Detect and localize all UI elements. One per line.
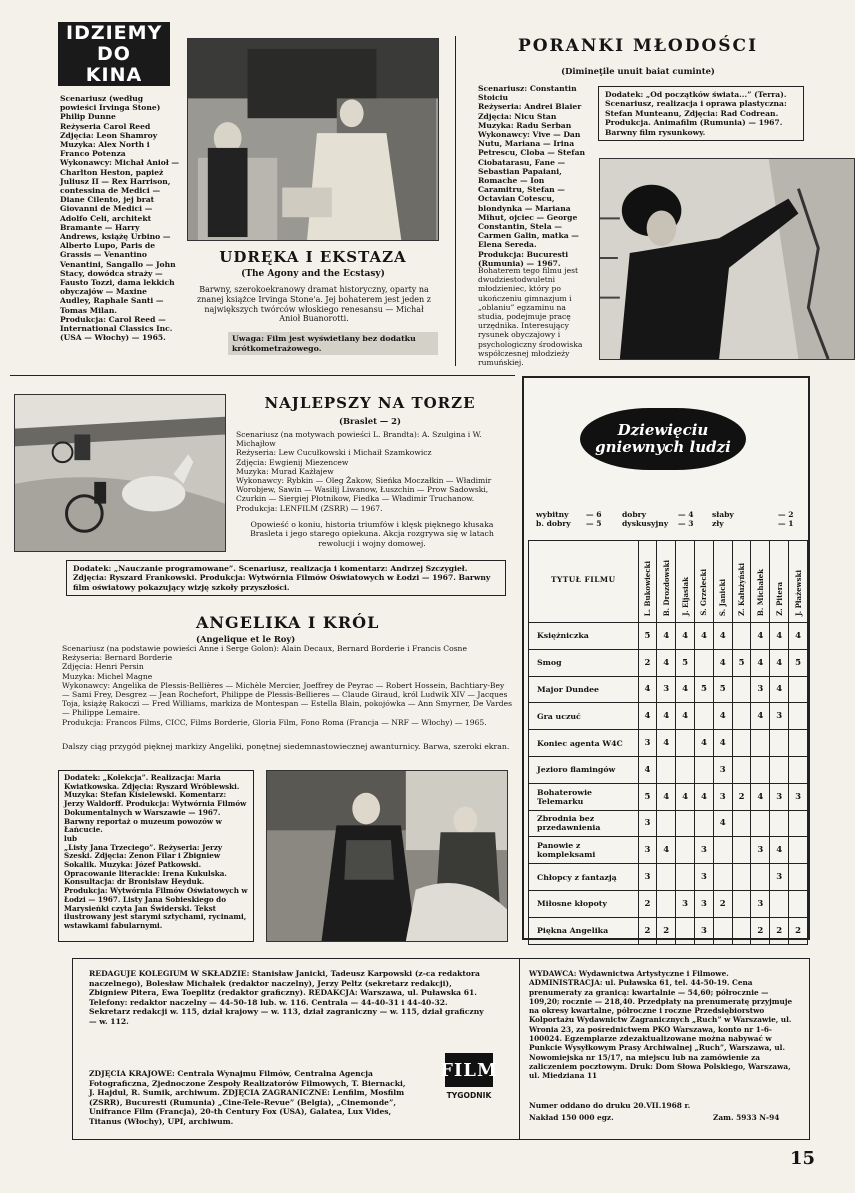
score-cell: [676, 864, 695, 891]
udreka-note: Uwaga: Film jest wyświetlany bez dodatku krótkometrażowego.: [228, 332, 438, 355]
poranki-credits: Scenariusz: Constantin Stoiciu Reżyseria: Andrei Blaier Zdjęcia: Nicu Stan Muzyka: Radu Serban Wykonawcy: Vive — Dan Nutu, Mariana — Irina Petrescu, Cloba — Stefan Ciobatarasu, Fane — Sebastian Papaiani, Romache — Ion Caramitru, Stefan — Octavian Cotescu, blondynka — Mariana Mihut, ojciec — George Constantin, Stela — Carmen Galin, matka — Elena Sereda. Produkcja: Bucuresti (Rumunia) — 1967.: [478, 84, 586, 268]
score-cell: 4: [657, 783, 676, 810]
score-cell: 3: [638, 837, 657, 864]
score-cell: 4: [676, 676, 695, 703]
poranki-subtitle: (Dimineţile unuit baiat cuminte): [561, 66, 715, 76]
score-cell: [732, 837, 751, 864]
table-row: [529, 623, 808, 650]
score-cell: [732, 730, 751, 757]
score-cell: 4: [713, 623, 732, 650]
score-cell: [657, 864, 676, 891]
film-logo: [440, 1053, 498, 1087]
udreka-description: Barwny, szerokoekranowy dramat historyczny, oparty na znanej książce Irvinga Stone'a. Jej bohaterem jest jeden z największych twórców włoskiego renesansu — Michał Anioł Buanorotti.: [197, 285, 431, 324]
ratings-header-row: [529, 541, 808, 623]
critic-header: [770, 541, 789, 623]
score-cell: 4: [638, 756, 657, 783]
score-cell: 5: [732, 649, 751, 676]
score-cell: 2: [638, 649, 657, 676]
angelika-addition: Dodatek: „Kolekcja”. Realizacja: Maria Kwiatkowska. Zdjęcia: Ryszard Wróblewski. Muzyka: Stefan Kisielewski. Komentarz: Jerzy Waldorff. Produkcja: Wytwórnia Filmów Dokumentalnych w Warszawie — 1967. Barwny reportaż o muzeum powozów w Łańcucie. lub „Listy Jana Trzeciego”. Reżyseria: Jerzy Szeski. Zdjęcia: Zenon Filar i Zbigniew Sokalik. Muzyka: Józef Patkowski. Opracowanie literackie: Irena Kukulska. Konsultacja: dr Bronisław Heyduk. Produkcja: Wytwórnia Filmów Oświatowych w Łodzi — 1967. Listy Jana Sobieskiego do Marysieńki czyta Jan Świderski. Tekst ilustrowany jest starymi sztychami, rycinami, wstawkami fabularnymi.: [58, 770, 254, 942]
score-cell: [713, 864, 732, 891]
film-title: Bohaterowie Telemarku: [529, 783, 639, 810]
film-title: Koniec agenta W4C: [529, 730, 639, 757]
ratings-logo-line1: Dziewięciu: [617, 421, 709, 439]
ratings-logo: [580, 408, 746, 470]
score-cell: 3: [751, 890, 770, 917]
film-title: Panowie z kompleksami: [529, 837, 639, 864]
table-row: [529, 864, 808, 891]
score-cell: 4: [770, 676, 789, 703]
score-cell: 4: [770, 837, 789, 864]
score-cell: 4: [751, 703, 770, 730]
score-cell: 4: [789, 623, 808, 650]
score-cell: 3: [657, 676, 676, 703]
footer-divider: [519, 959, 520, 1139]
udreka-photo: [187, 38, 439, 241]
najlepszy-addition: Dodatek: „Nauczanie programowane”. Scenariusz, realizacja i komentarz: Andrzej Szczygieł. Zdjęcia: Ryszard Frankowski. Produkcja: Wytwórnia Filmów Oświatowych w Łodzi — 1967. Barwny film oświatowy pokazujący wizję szkoły przyszłości.: [66, 560, 506, 596]
score-cell: [694, 649, 713, 676]
najlepszy-title: NAJLEPSZY NA TORZE: [264, 394, 476, 412]
score-cell: 3: [694, 864, 713, 891]
score-cell: 2: [638, 890, 657, 917]
score-cell: 3: [770, 864, 789, 891]
footer-wydawca: WYDAWCA: Wydawnictwa Artystyczne i Filmowe. ADMINISTRACJA: ul. Puławska 61, tel. 44-50-19. Cena prenumeraty za granicą: kwartalnie — 54,60; półrocznie — 109,20; rocznie — 218,40. Przedpłaty na prenumeratę przyjmuje na okresy kwartalne, półroczne i roczne Przedsiębiorstwo Kolportażu Wydawnictw Zagranicznych „Ruch” w Warszawie, ul. Wronia 23, za pośrednictwem PKO Warszawa, konto nr 1-6-100024. Egzemplarze zdezaktualizowane można nabywać w Punkcie Wysyłkowym Prasy Archiwalnej „Ruch”, Warszawa, ul. Nowomiejska nr 15/17, na miejscu lub na zamówienie za zaliczeniem pocztowym. Druk: Dom Słowa Polskiego, Warszawa, ul. Miedziana 11: [529, 969, 793, 1081]
score-cell: [732, 756, 751, 783]
score-cell: 2: [751, 917, 770, 944]
critic-name: S. Grzelecki: [699, 569, 709, 616]
critic-header: [694, 541, 713, 623]
critic-header: [713, 541, 732, 623]
section-divider: [10, 375, 515, 376]
critic-header: [676, 541, 695, 623]
page-number: 15: [790, 1148, 816, 1169]
critic-name: B. Drozdowski: [661, 559, 671, 616]
film-title: Major Dundee: [529, 676, 639, 703]
score-cell: [713, 837, 732, 864]
score-cell: 4: [676, 703, 695, 730]
score-cell: [713, 917, 732, 944]
score-cell: 5: [694, 676, 713, 703]
udreka-title: UDRĘKA I EKSTAZA: [219, 248, 407, 266]
score-cell: 3: [770, 783, 789, 810]
najlepszy-description: Opowieść o koniu, historia triumfów i klęsk pięknego kłusaka Brasleta i jego starego opiekuna. Akcja rozgrywa się w latach rewolucji i wojny domowej.: [250, 520, 494, 548]
score-cell: 4: [713, 730, 732, 757]
critic-name: J. Płażewski: [793, 569, 803, 616]
angelika-title: ANGELIKA I KRÓL: [196, 613, 380, 632]
footer-zam: Zam. 5933 N-94: [713, 1113, 780, 1122]
score-cell: 4: [770, 649, 789, 676]
score-cell: 4: [751, 649, 770, 676]
footer-zdjecia: ZDJĘCIA KRAJOWE: Centrala Wynajmu Filmów, Centralna Agencja Fotograficzna, Zjednoczone Zespoły Realizatorów Filmowych, T. Biernacki, J. Hajdul, R. Sumik, archiwum. ZDJĘCIA ZAGRANICZNE: Lenfilm, Mosfilm (ZSRR), Bucuresti (Rumunia) „Cine-Tele-Revue” (Belgia), „Cinemonde”, Unifrance Film (Francja), 20-th Century Fox (USA), Galatea, Lux Vides, Titanus (Włochy), UPI, archiwum.: [89, 1069, 406, 1126]
najlepszy-subtitle: (Braslet — 2): [339, 416, 401, 426]
film-title: Chłopcy z fantazją: [529, 864, 639, 891]
score-cell: [676, 730, 695, 757]
poranki-photo: [599, 158, 855, 360]
score-cell: [789, 837, 808, 864]
critic-name: S. Janicki: [718, 578, 728, 616]
col-title-header: TYTUŁ FILMU: [529, 541, 639, 623]
angelika-credits: Scenariusz (na podstawie powieści Anne i Serge Golon): Alain Decaux, Bernard Borderie i Francis Cosne Reżyseria: Bernard Borderie Zdjęcia: Henri Persin Muzyka: Michel Magne Wykonawcy: Angelika de Plessis-Bellières — Michèle Mercier, Joeffrey de Peyrac — Robert Hossein, Bachtiary-Bey — Sami Frey, Desgrez — Jean Rochefort, Philippe de Plessis-Bellieres — Claude Giraud, król Ludwik XIV — Jacques Toja, książę Rakoczi — Fred Williams, markiza de Montespan — Estella Blain, pokojówka — Ann Smyrner, De Vardes — Philippe Lemaire. Produkcja: Francos Films, CICC, Films Borderie, Gloria Film, Fono Roma (Francja — NRF — Włochy) — 1965.: [62, 644, 513, 727]
score-cell: 5: [638, 783, 657, 810]
section-logo: [58, 22, 170, 86]
score-cell: [657, 810, 676, 837]
legend-row: wybitny — 6 dobry — 4 słaby — 2: [536, 510, 794, 519]
score-cell: 4: [751, 783, 770, 810]
najlepszy-photo: [14, 394, 226, 552]
score-cell: 4: [713, 703, 732, 730]
score-cell: 3: [713, 756, 732, 783]
score-cell: 3: [694, 917, 713, 944]
udreka-credits: Scenariusz (według powieści Irvinga Stone) Philip Dunne Reżyseria Carol Reed Zdjęcia: Leon Shamroy Muzyka: Alex North i Franco Potenza Wykonawcy: Michał Anioł — Charlton Heston, papież Juliusz II — Rex Harrison, contessina de Medici — Diane Cilento, jej brat Giovanni de Medici — Adolfo Celi, architekt Bramante — Harry Andrews, książę Urbino — Alberto Lupo, Paris de Grassis — Venantino Venantini, Sangallo — John Stacy, dowódca straży — Fausto Tozzi, dama lekkich obyczajów — Maxine Audley, Raphale Santi — Tomas Milan. Produkcja: Carol Reed — International Classics Inc. (USA — Włochy) — 1965.: [60, 94, 180, 343]
score-cell: 4: [638, 676, 657, 703]
table-row: [529, 730, 808, 757]
ratings-legend: [536, 510, 806, 529]
ratings-panel: [522, 376, 810, 940]
footer-redakcja: REDAGUJE KOLEGIUM W SKŁADZIE: Stanisław Janicki, Tadeusz Karpowski (z-ca redaktora naczelnego), Bolesław Michałek (redaktor naczelny), Jerzy Peltz (sekretarz redakcji), Zbigniew Pitera, Ewa Toeplitz (redaktor graficzny). REDAKCJA: Warszawa, ul. Puławska 61. Telefony: redaktor naczelny — 44-50-18 lub. w. 116. Centrala — 44-40-31 i 44-40-32. Sekretarz redakcji w. 115, dział krajowy — w. 113, dział zagraniczny — w. 115, dział graficzny — w. 112.: [89, 969, 484, 1026]
film-logo-text: FILM: [440, 1059, 498, 1081]
score-cell: [789, 730, 808, 757]
critic-name: L. Bukowiecki: [642, 560, 652, 616]
logo-text: IDZIEMY DO KINA: [66, 21, 163, 86]
score-cell: [770, 810, 789, 837]
score-cell: 3: [751, 837, 770, 864]
score-cell: [751, 810, 770, 837]
score-cell: [694, 703, 713, 730]
table-row: [529, 649, 808, 676]
score-cell: [789, 890, 808, 917]
score-cell: 4: [694, 623, 713, 650]
score-cell: [789, 756, 808, 783]
angelika-photo: [266, 770, 508, 942]
score-cell: [751, 730, 770, 757]
score-cell: 3: [676, 890, 695, 917]
table-row: [529, 783, 808, 810]
angelika-description: Dalszy ciąg przygód pięknej markizy Angeliki, ponętnej siedemnastowiecznej awanturnicy. Barwa, szeroki ekran.: [62, 742, 510, 751]
udreka-subtitle: (The Agony and the Ecstasy): [241, 269, 385, 279]
critic-header: [732, 541, 751, 623]
score-cell: 3: [789, 783, 808, 810]
footer-naklad: Nakład 150 000 egz.: [529, 1113, 614, 1122]
critic-header: [751, 541, 770, 623]
ratings-logo-line2: gniewnych ludzi: [595, 438, 731, 456]
score-cell: 3: [638, 730, 657, 757]
critic-name: Z. Kałużyński: [737, 563, 747, 616]
legend-row: b. dobry — 5 dyskusyjny — 3 zły — 1: [536, 519, 794, 529]
score-cell: 3: [638, 864, 657, 891]
angelika-subtitle: (Angelique et le Roy): [196, 634, 296, 644]
score-cell: 3: [770, 703, 789, 730]
score-cell: 5: [638, 623, 657, 650]
film-title: Gra uczuć: [529, 703, 639, 730]
score-cell: [657, 890, 676, 917]
critic-name: B. Michałek: [755, 568, 765, 616]
critic-header: [657, 541, 676, 623]
score-cell: 4: [694, 730, 713, 757]
score-cell: [770, 756, 789, 783]
score-cell: [732, 703, 751, 730]
score-cell: 2: [713, 890, 732, 917]
score-cell: 4: [770, 623, 789, 650]
film-title: Księżniczka: [529, 623, 639, 650]
score-cell: 4: [676, 783, 695, 810]
poranki-description: Bohaterem tego filmu jest dwudziestodwuletni młodzieniec, który po ukończeniu gimnazjum i „oblaniu” egzaminu na studia, podejmuje pracę urzędnika. Interesujący rysunek obyczajowy i psychologiczny środowiska współczesnej młodzieży rumuńskiej.: [478, 266, 583, 368]
critic-header: [638, 541, 657, 623]
score-cell: 3: [694, 837, 713, 864]
score-cell: 2: [638, 917, 657, 944]
footer-numer: Numer oddano do druku 20.VII.1968 r.: [529, 1101, 691, 1110]
score-cell: [770, 730, 789, 757]
score-cell: 2: [732, 783, 751, 810]
score-cell: [694, 810, 713, 837]
score-cell: [676, 917, 695, 944]
score-cell: 4: [713, 649, 732, 676]
film-title: Piękna Angelika: [529, 917, 639, 944]
table-row: [529, 917, 808, 944]
table-row: [529, 890, 808, 917]
table-row: [529, 810, 808, 837]
table-row: [529, 837, 808, 864]
score-cell: 4: [657, 623, 676, 650]
score-cell: [676, 837, 695, 864]
critic-name: Z. Pitera: [774, 582, 784, 616]
score-cell: 3: [713, 783, 732, 810]
critic-name: J. Eljasiak: [680, 577, 690, 616]
score-cell: [732, 623, 751, 650]
score-cell: 2: [789, 917, 808, 944]
score-cell: [676, 756, 695, 783]
najlepszy-credits: Scenariusz (na motywach powieści L. Brandta): A. Szulgina i W. Michajłow Reżyseria: Lew Cucułkowski i Michaił Szamkowicz Zdjęcia: Ewgienij Miezencew Muzyka: Murad Każłajew Wykonawcy: Rybkin — Oleg Żakow, Sieńka Moczałkin — Władimir Worobjew, Sawin — Wasilij Liwanow, Łuszchin — Prow Sadowski, Czurkin — Siergiej Płotnikow, Fiedka — Władimir Truchanow. Produkcja: LENFILM (ZSRR) — 1967.: [236, 430, 492, 513]
score-cell: [657, 756, 676, 783]
score-cell: [676, 810, 695, 837]
score-cell: [751, 864, 770, 891]
score-cell: [732, 864, 751, 891]
table-row: [529, 676, 808, 703]
score-cell: [694, 756, 713, 783]
score-cell: 4: [694, 783, 713, 810]
score-cell: 3: [638, 810, 657, 837]
score-cell: 4: [713, 810, 732, 837]
ratings-table: [528, 540, 808, 945]
poranki-addition: Dodatek: „Od początków świata...” (Terra). Scenariusz, realizacja i oprawa plastyczna: Stefan Munteanu, Zdjęcia: Rad Codrean. Produkcja. Animafilm (Rumunia) — 1967. Barwny film rysunkowy.: [598, 86, 804, 141]
column-divider: [455, 36, 456, 366]
score-cell: 4: [657, 837, 676, 864]
score-cell: 3: [694, 890, 713, 917]
film-title: Zbrodnia bez przedawnienia: [529, 810, 639, 837]
score-cell: 4: [657, 730, 676, 757]
footer: [72, 958, 810, 1140]
score-cell: [770, 890, 789, 917]
score-cell: 4: [657, 703, 676, 730]
score-cell: 5: [789, 649, 808, 676]
score-cell: 3: [751, 676, 770, 703]
film-logo-sub: TYGODNIK: [446, 1091, 492, 1100]
film-title: Miłosne kłopoty: [529, 890, 639, 917]
score-cell: [732, 917, 751, 944]
poranki-title: PORANKI MŁODOŚCI: [517, 36, 759, 56]
score-cell: 4: [751, 623, 770, 650]
score-cell: 4: [638, 703, 657, 730]
table-row: [529, 756, 808, 783]
critic-header: [789, 541, 808, 623]
score-cell: [789, 864, 808, 891]
score-cell: [789, 810, 808, 837]
film-title: Smog: [529, 649, 639, 676]
score-cell: [789, 676, 808, 703]
film-title: Jezioro flamingów: [529, 756, 639, 783]
score-cell: [732, 676, 751, 703]
score-cell: [789, 703, 808, 730]
score-cell: 4: [676, 623, 695, 650]
score-cell: [732, 890, 751, 917]
score-cell: [751, 756, 770, 783]
score-cell: 4: [657, 649, 676, 676]
score-cell: 2: [657, 917, 676, 944]
table-row: [529, 703, 808, 730]
score-cell: 5: [676, 649, 695, 676]
score-cell: [732, 810, 751, 837]
score-cell: 5: [713, 676, 732, 703]
score-cell: 2: [770, 917, 789, 944]
